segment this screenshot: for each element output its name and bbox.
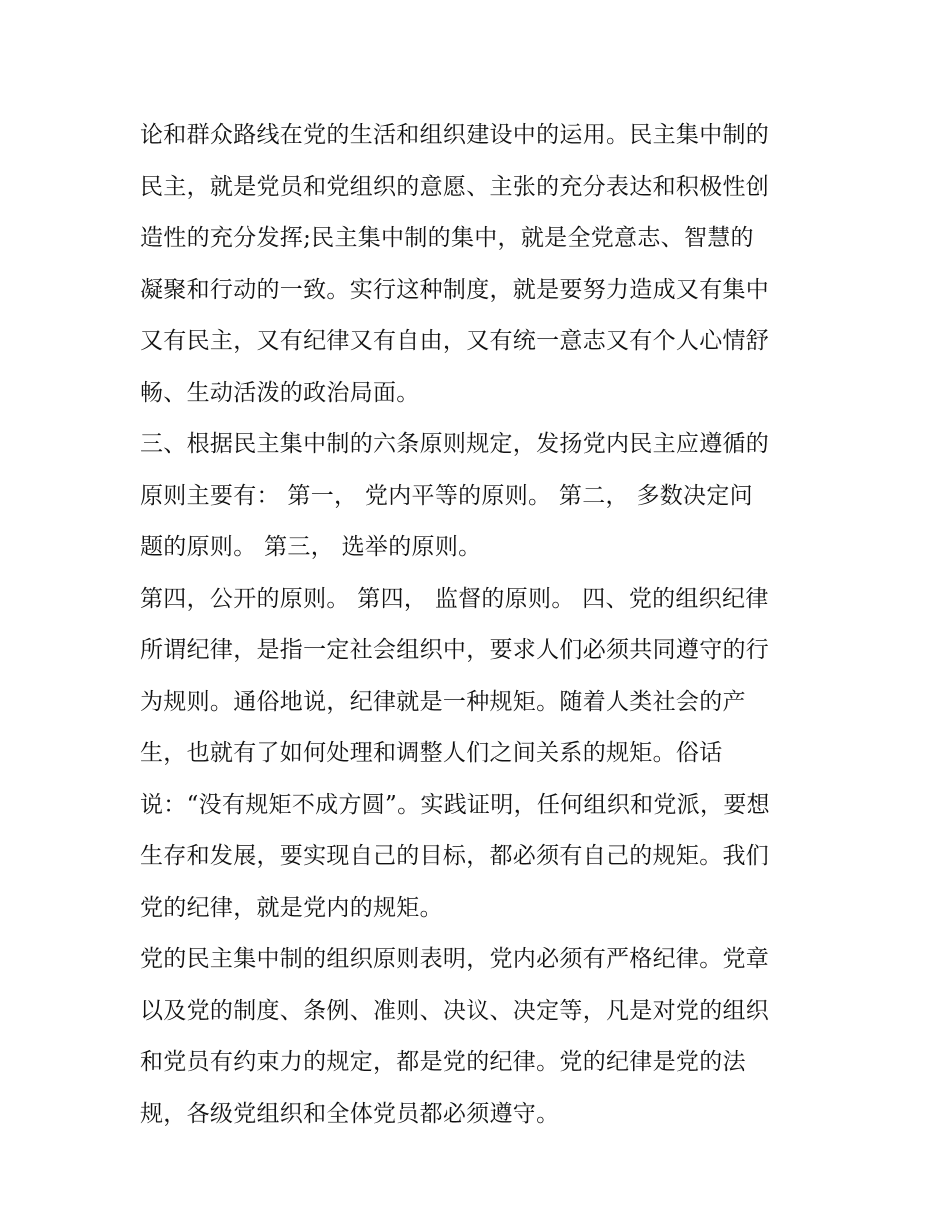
- text-line: 民主，就是党员和党组织的意愿、主张的充分表达和积极性创: [140, 173, 770, 200]
- text-line: 说：“没有规矩不成方圆”。实践证明，任何组织和党派，要想: [140, 791, 770, 818]
- text-line: 党的民主集中制的组织原则表明，党内必须有严格纪律。党章: [140, 946, 770, 972]
- text-line: 党的纪律，就是党内的规矩。: [140, 894, 443, 921]
- text-line: 规，各级党组织和全体党员都必须遵守。: [140, 1100, 560, 1127]
- text-line: 畅、生动活泼的政治局面。: [140, 379, 420, 406]
- text-line: 所谓纪律，是指一定社会组织中，要求人们必须共同遵守的行: [140, 637, 770, 663]
- text-line: 三、根据民主集中制的六条原则规定，发扬党内民主应遵循的: [140, 431, 770, 457]
- text-line: 论和群众路线在党的生活和组织建设中的运用。民主集中制的: [140, 122, 770, 148]
- text-line: 原则主要有： 第一， 党内平等的原则。 第二， 多数决定问: [140, 482, 753, 509]
- body-text: [140, 110, 820, 1140]
- text-line: 第四，公开的原则。 第四， 监督的原则。 四、党的组织纪律: [140, 585, 769, 612]
- text-line: 生，也就有了如何处理和调整人们之间关系的规矩。俗话: [140, 740, 723, 766]
- text-line: 为规则。通俗地说，纪律就是一种规矩。随着人类社会的产: [140, 688, 746, 715]
- text-line: 又有民主，又有纪律又有自由，又有统一意志又有个人心情舒: [140, 328, 770, 354]
- text-line: 造性的充分发挥;民主集中制的集中，就是全党意志、智慧的: [140, 225, 754, 251]
- text-line: 和党员有约束力的规定，都是党的纪律。党的纪律是党的法: [140, 1049, 746, 1075]
- text-line: 以及党的制度、条例、准则、决议、决定等，凡是对党的组织: [140, 997, 770, 1024]
- text-line: 凝聚和行动的一致。实行这种制度，就是要努力造成又有集中: [140, 276, 770, 303]
- text-line: 生存和发展，要实现自己的目标，都必须有自己的规矩。我们: [140, 843, 770, 869]
- text-line: 题的原则。 第三， 选举的原则。: [140, 534, 482, 560]
